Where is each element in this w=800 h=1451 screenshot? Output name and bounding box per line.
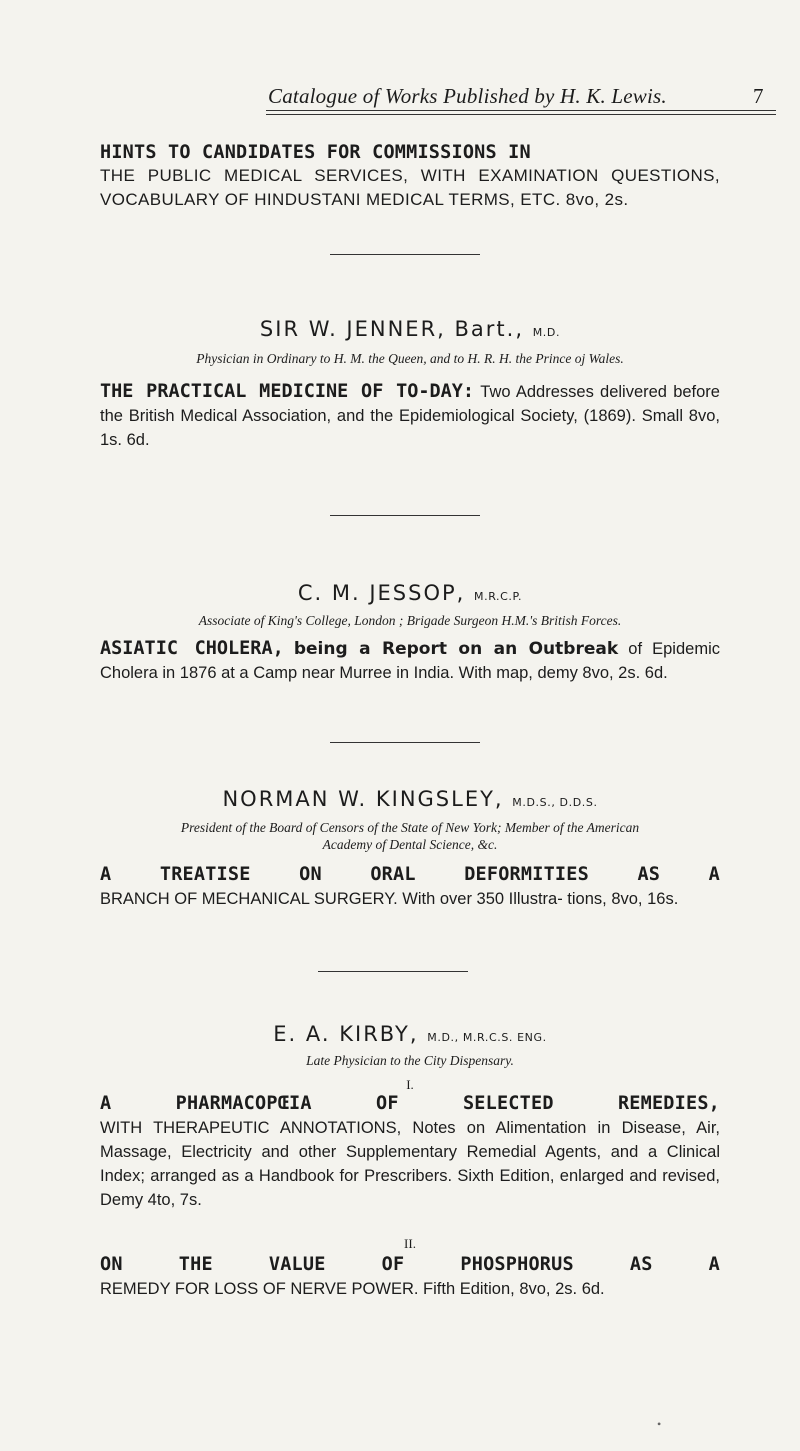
entry-pharmacopoeia-text: WITH THERAPEUTIC ANNOTATIONS, Notes on Alimentation in Disease, Air, Massage, Electricity and other Supplementary Remedial Agents, and a Clinical Index; arranged as a Handbook for Prescribers. Sixth Edition, enlarged and revised, Demy 4to, 7s. (100, 1119, 720, 1209)
entry-hints-text: THE PUBLIC MEDICAL SERVICES, WITH EXAMINATION QUESTIONS, VOCABULARY OF HINDUSTANI MEDICAL TERMS, ETC. 8vo, 2s. (100, 166, 720, 209)
entry-pharmacopoeia-body (100, 1116, 720, 1212)
page-number: 7 (753, 84, 764, 108)
entry-practical-medicine-body (100, 380, 720, 452)
header-double-rule (266, 110, 776, 115)
author-kirby (100, 1022, 720, 1046)
author-kirby-name: E. A. KIRBY, (273, 1022, 419, 1046)
section-divider-2 (330, 515, 480, 516)
entry-asiatic-cholera-title-rest: being a Report on an Outbreak (293, 639, 619, 659)
entry-pharmacopoeia (100, 1092, 720, 1212)
author-jessop-name: C. M. JESSOP, (297, 581, 466, 605)
affiliation-kirby: Late Physician to the City Dispensary. (306, 1053, 514, 1068)
entry-oral-deformities-title: A TREATISE ON ORAL DEFORMITIES AS A (100, 864, 720, 885)
numeral-one: I. (406, 1077, 414, 1092)
affiliation-kingsley-1: President of the Board of Censors of the State of New York; Member of the American (180, 820, 640, 835)
section-divider-4 (318, 971, 468, 972)
entry-hints (100, 141, 720, 212)
author-kingsley (100, 787, 720, 811)
entry-oral-deformities (100, 863, 720, 911)
author-kingsley-name: NORMAN W. KINGSLEY, (222, 787, 504, 811)
entry-oral-deformities-body (100, 887, 720, 911)
section-divider-3 (330, 742, 480, 743)
numeral-two: II. (404, 1236, 416, 1251)
running-title: Catalogue of Works Published by H. K. Lewis. (268, 84, 667, 108)
section-divider-1 (330, 254, 480, 255)
affiliation-jenner: Physician in Ordinary to H. M. the Queen, and to H. R. H. the Prince oj Wales. (196, 351, 624, 366)
entry-phosphorus-body (100, 1277, 720, 1301)
entry-asiatic-cholera-text: of Epidemic Cholera in 1876 at a Camp near Murree in India. With map, demy 8vo, 2s. 6d. (100, 640, 720, 682)
author-jenner-degrees: M.D. (532, 326, 561, 339)
entry-asiatic-cholera (100, 637, 720, 685)
entry-practical-medicine-lead: Two (480, 383, 511, 401)
author-jessop (100, 581, 720, 605)
author-jenner-name: SIR W. JENNER, Bart., (259, 317, 525, 341)
author-kingsley-degrees: M.D.S., D.D.S. (512, 796, 598, 809)
entry-asiatic-cholera-body (100, 637, 720, 685)
entry-pharmacopoeia-title: A PHARMACOPŒIA OF SELECTED REMEDIES, (100, 1093, 720, 1114)
author-jessop-degrees: M.R.C.P. (474, 590, 523, 603)
entry-practical-medicine-title: THE PRACTICAL MEDICINE OF TO-DAY: (100, 381, 475, 402)
entry-phosphorus (100, 1253, 720, 1301)
entry-hints-title: HINTS TO CANDIDATES FOR COMMISSIONS IN (100, 142, 531, 163)
entry-oral-deformities-text: BRANCH OF MECHANICAL SURGERY. With over 350 Illustra- tions, 8vo, 16s. (100, 890, 679, 908)
entry-phosphorus-text: REMEDY FOR LOSS OF NERVE POWER. Fifth Edition, 8vo, 2s. 6d. (100, 1280, 605, 1298)
author-jenner (100, 317, 720, 341)
affiliation-jessop: Associate of King's College, London ; Brigade Surgeon H.M.'s British Forces. (198, 613, 622, 628)
affiliation-kingsley-2: Academy of Dental Science, &c. (322, 837, 498, 852)
entry-hints-body (100, 164, 720, 212)
entry-asiatic-cholera-title: ASIATIC CHOLERA, (100, 638, 284, 659)
entry-practical-medicine (100, 380, 720, 452)
print-speck: • (657, 1417, 662, 1431)
author-kirby-degrees: M.D., M.R.C.S. ENG. (427, 1031, 547, 1044)
entry-practical-medicine-text: Addresses delivered before the British Medical Association, and the Epidemiological Society, (1869). Small 8vo, 1s. 6d. (100, 383, 720, 449)
entry-phosphorus-title: ON THE VALUE OF PHOSPHORUS AS A (100, 1254, 720, 1275)
